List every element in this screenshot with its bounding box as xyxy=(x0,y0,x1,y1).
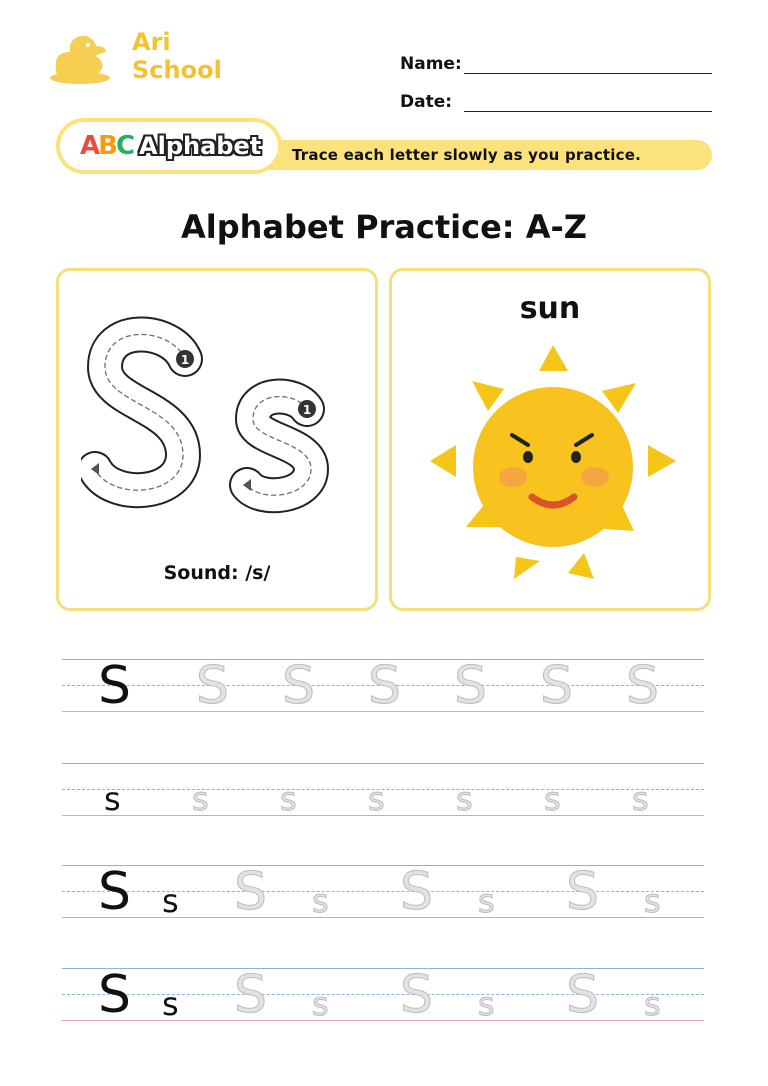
banner-instruction: Trace each letter slowly as you practice. xyxy=(292,146,641,164)
banner-word: Alphabet xyxy=(139,132,262,160)
brand-logo xyxy=(46,26,246,90)
sun-icon xyxy=(422,341,684,591)
trace-letter: S xyxy=(282,656,316,716)
trace-letter: S xyxy=(400,862,434,922)
alphabet-banner xyxy=(56,118,712,174)
trace-letter: s xyxy=(644,985,661,1023)
model-letter-upper: S xyxy=(98,965,132,1025)
brand-line2: School xyxy=(132,56,222,84)
letter-sound: Sound: /s/ xyxy=(163,562,271,584)
stroke-number-upper: 1 xyxy=(180,353,190,367)
student-fields xyxy=(400,36,712,112)
trace-letter: s xyxy=(478,985,495,1023)
row-glyphs[interactable] xyxy=(62,656,704,716)
trace-letter: s xyxy=(280,780,297,818)
letter-card xyxy=(56,268,378,611)
trace-letter: s xyxy=(632,780,649,818)
trace-letter: s xyxy=(478,882,495,920)
date-line[interactable] xyxy=(464,88,712,112)
name-label: Name: xyxy=(400,54,462,74)
model-letter: s xyxy=(104,780,121,818)
trace-letter: s xyxy=(312,882,329,920)
trace-letter: S xyxy=(540,656,574,716)
page-title: Alphabet Practice: A-Z xyxy=(181,208,587,246)
row-glyphs[interactable] xyxy=(62,965,704,1025)
trace-letter: s xyxy=(544,780,561,818)
trace-letter: s xyxy=(456,780,473,818)
trace-letter: S xyxy=(400,965,434,1025)
name-line[interactable] xyxy=(464,50,712,74)
date-field[interactable] xyxy=(400,74,712,112)
trace-letter: s xyxy=(368,780,385,818)
abc-logo xyxy=(80,131,133,161)
trace-letter: s xyxy=(192,780,209,818)
model-letter-lower: s xyxy=(162,882,179,920)
practice-row-mixed xyxy=(62,862,704,922)
duck-icon xyxy=(46,28,114,86)
brand-name xyxy=(132,28,222,84)
practice-row-lower xyxy=(62,763,704,819)
date-label: Date: xyxy=(400,92,453,112)
trace-letter: S xyxy=(626,656,660,716)
trace-letter: s xyxy=(644,882,661,920)
brand-line1: Ari xyxy=(132,28,171,56)
trace-letter: S xyxy=(566,862,600,922)
abc-letter-c: C xyxy=(115,131,134,161)
practice-row-upper xyxy=(62,656,704,716)
tracing-letters xyxy=(81,309,361,539)
trace-letter: S xyxy=(368,656,402,716)
abc-letter-a: A xyxy=(80,131,99,161)
name-field[interactable] xyxy=(400,36,712,74)
practice-row-mixed-2 xyxy=(62,965,704,1025)
abc-letter-b: B xyxy=(98,131,116,161)
picture-word: sun xyxy=(519,291,581,326)
trace-letter: S xyxy=(454,656,488,716)
trace-letter: S xyxy=(234,862,268,922)
model-letter-upper: S xyxy=(98,862,132,922)
banner-pill-inner xyxy=(60,122,278,170)
banner-pill xyxy=(56,118,282,174)
stroke-number-lower: 1 xyxy=(302,403,312,417)
model-letter: S xyxy=(98,656,132,716)
trace-letter: S xyxy=(566,965,600,1025)
model-letter-lower: s xyxy=(162,985,179,1023)
row-glyphs[interactable] xyxy=(62,763,704,819)
picture-card xyxy=(389,268,711,611)
trace-letter: S xyxy=(234,965,268,1025)
row-glyphs[interactable] xyxy=(62,862,704,922)
trace-letter: S xyxy=(196,656,230,716)
trace-letter: s xyxy=(312,985,329,1023)
